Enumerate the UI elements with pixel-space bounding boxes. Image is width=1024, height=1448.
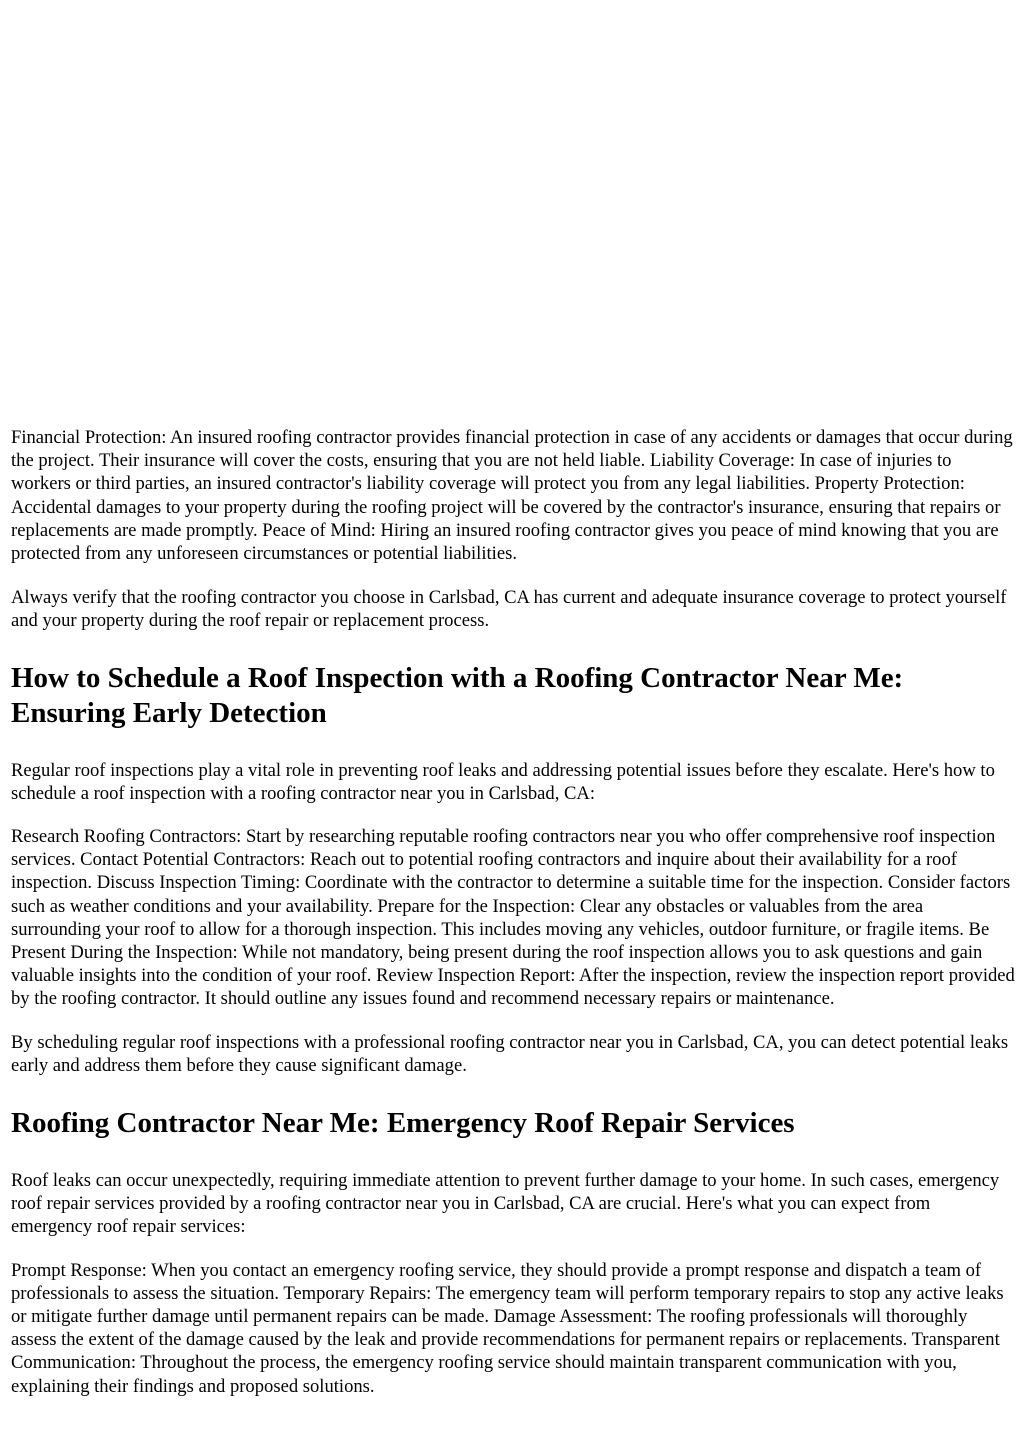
paragraph-insurance-verify: Always verify that the roofing contractor you choose in Carlsbad, CA has current and adequate insurance coverage to protect yourself and your property during the roof repair or replacement process. <box>11 587 1007 632</box>
paragraph-emergency-steps: Prompt Response: When you contact an emergency roofing service, they should provide a prompt response and dispatch a team of professionals to assess the situation. Temporary Repairs: The emergency team will perform temporary repairs to stop any active leaks or mitigate further damage until permanent repairs can be made. Damage Assessment: The roofing professionals will thoroughly assess the extent of the damage caused by the leak and provide recommendations for permanent repairs or replacements. Transparent Communication: Throughout the process, the emergency roofing service should maintain transparent communication with you, explaining their findings and proposed solutions. <box>11 1259 1004 1397</box>
paragraph-schedule-intro: Regular roof inspections play a vital role in preventing roof leaks and addressing potential issues before they escalate. Here's how to schedule a roof inspection with a roofing contractor near you in Carlsbad, CA: <box>11 759 995 804</box>
paragraph-emergency-intro: Roof leaks can occur unexpectedly, requiring immediate attention to prevent further damage to your home. In such cases, emergency roof repair services provided by a roofing contractor near you in Carlsbad, CA are crucial. Here's what you can expect from emergency roof repair services: <box>11 1170 1000 1238</box>
paragraph-insurance-benefits: Financial Protection: An insured roofing contractor provides financial protection in case of any accidents or damages that occur during the project. Their insurance will cover the costs, ensuring that you are not held liable. Liability Coverage: In case of injuries to workers or third parties, an insured contractor's liability coverage will protect you from any legal liabilities. Property Protection: Accidental damages to your property during the roofing project will be covered by the contractor's insurance, ensuring that repairs or replacements are made promptly. Peace of Mind: Hiring an insured roofing contractor gives you peace of mind knowing that you are protected from any unforeseen circumstances or potential liabilities. <box>11 427 1013 565</box>
heading-schedule-inspection: How to Schedule a Roof Inspection with a Roofing Contractor Near Me: Ensuring Early Detection <box>11 661 904 729</box>
paragraph-schedule-conclusion: By scheduling regular roof inspections with a professional roofing contractor near you in Carlsbad, CA, you can detect potential leaks early and address them before they cause significant damage. <box>11 1031 1009 1076</box>
heading-emergency-repair: Roofing Contractor Near Me: Emergency Roof Repair Services <box>11 1107 795 1140</box>
blank-top-area <box>0 0 1024 425</box>
paragraph-schedule-steps: Research Roofing Contractors: Start by researching reputable roofing contractors near you who offer comprehensive roof inspection services. Contact Potential Contractors: Reach out to potential roofing contractors and inquire about their availability for a roof inspection. Discuss Inspection Timing: Coordinate with the contractor to determine a suitable time for the inspection. Consider factors such as weather conditions and your availability. Prepare for the Inspection: Clear any obstacles or valuables from the area surrounding your roof to allow for a thorough inspection. This includes moving any vehicles, outdoor furniture, or fragile items. Be Present During the Inspection: While not mandatory, being present during the roof inspection allows you to ask questions and gain valuable insights into the condition of your roof. Review Inspection Report: After the inspection, review the inspection report provided by the roofing contractor. It should outline any issues found and recommend necessary repairs or maintenance. <box>11 826 1015 1010</box>
article-body <box>11 426 1015 1418</box>
